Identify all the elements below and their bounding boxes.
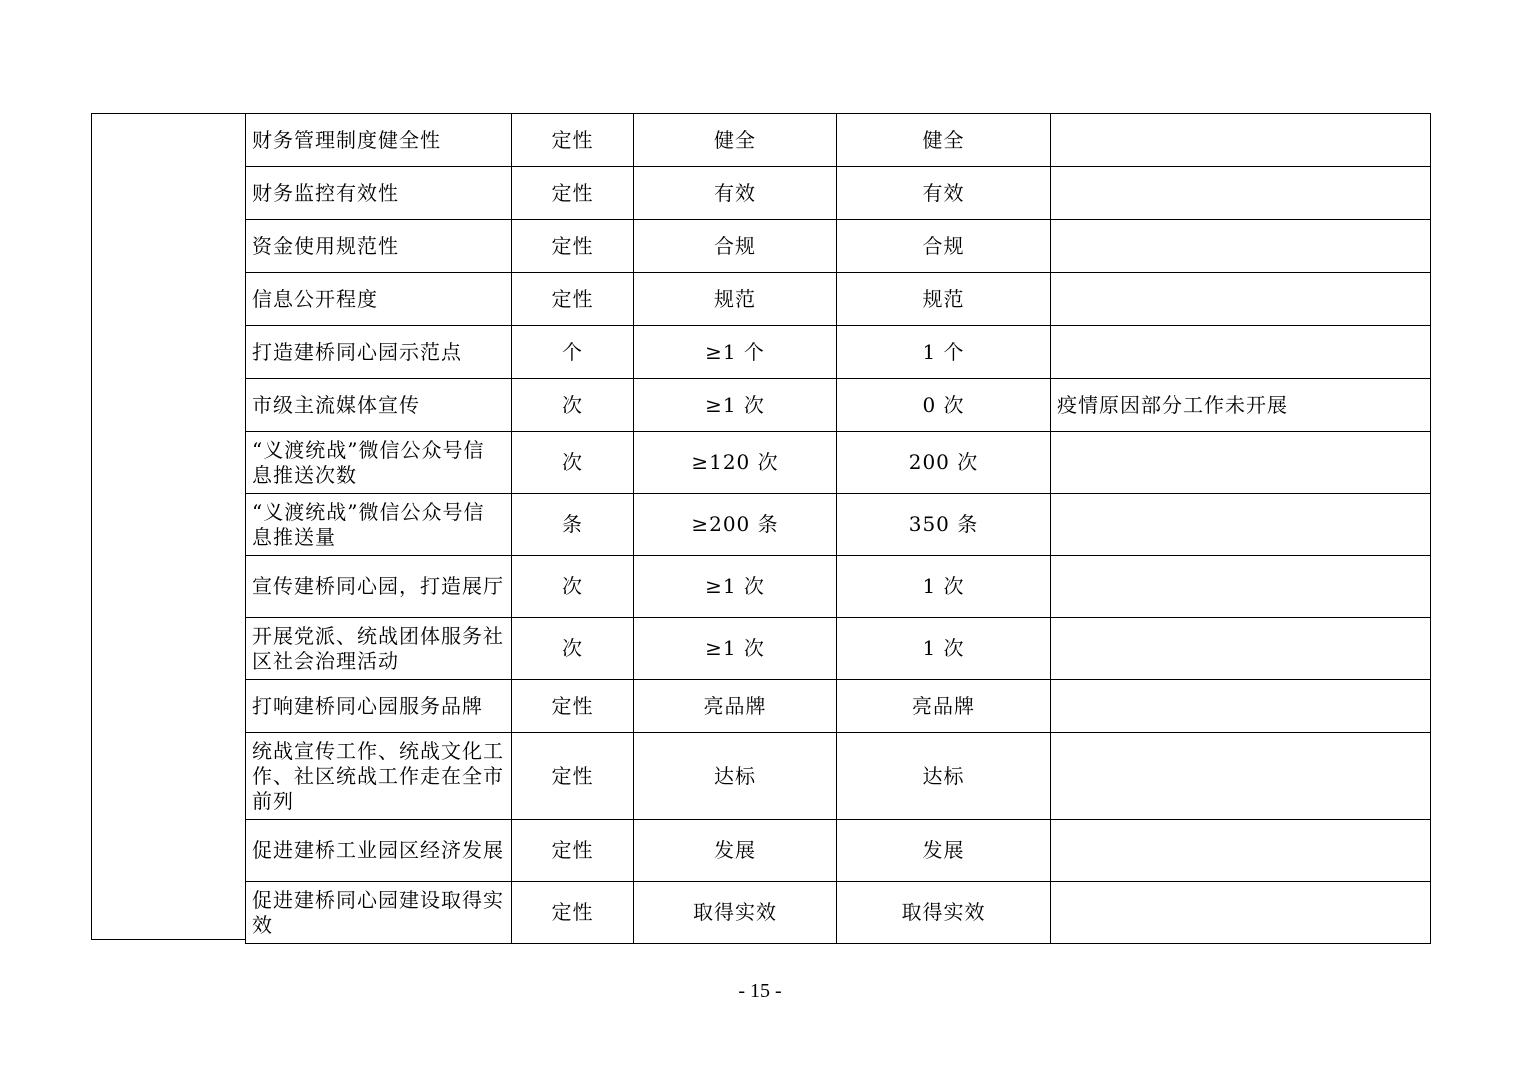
indicator-name: 市级主流媒体宣传 bbox=[246, 379, 512, 432]
indicator-note bbox=[1051, 114, 1431, 167]
indicator-actual: 1 个 bbox=[837, 326, 1051, 379]
indicator-name: “义渡统战”微信公众号信息推送量 bbox=[246, 494, 512, 556]
table-row bbox=[246, 167, 1431, 220]
indicator-target: ≥200 条 bbox=[634, 494, 837, 556]
table-row bbox=[246, 618, 1431, 680]
indicator-target: 合规 bbox=[634, 220, 837, 273]
indicator-name: 财务管理制度健全性 bbox=[246, 114, 512, 167]
indicator-target: 达标 bbox=[634, 733, 837, 820]
indicator-actual: 达标 bbox=[837, 733, 1051, 820]
indicator-name: 信息公开程度 bbox=[246, 273, 512, 326]
table-row bbox=[246, 556, 1431, 618]
indicator-actual: 取得实效 bbox=[837, 882, 1051, 944]
indicator-note bbox=[1051, 556, 1431, 618]
indicator-target: 发展 bbox=[634, 820, 837, 882]
indicator-actual: 发展 bbox=[837, 820, 1051, 882]
table-row bbox=[246, 220, 1431, 273]
indicator-target: 取得实效 bbox=[634, 882, 837, 944]
indicator-unit: 定性 bbox=[512, 167, 634, 220]
table-row bbox=[246, 326, 1431, 379]
indicator-note bbox=[1051, 680, 1431, 733]
indicator-name: 打响建桥同心园服务品牌 bbox=[246, 680, 512, 733]
indicator-note bbox=[1051, 618, 1431, 680]
indicator-note: 疫情原因部分工作未开展 bbox=[1051, 379, 1431, 432]
table-row bbox=[246, 882, 1431, 944]
indicator-unit: 个 bbox=[512, 326, 634, 379]
indicator-target: ≥1 次 bbox=[634, 618, 837, 680]
indicator-unit: 次 bbox=[512, 432, 634, 494]
table-row bbox=[246, 494, 1431, 556]
indicator-note bbox=[1051, 273, 1431, 326]
indicator-unit: 次 bbox=[512, 556, 634, 618]
indicator-unit: 定性 bbox=[512, 220, 634, 273]
indicator-target: ≥1 次 bbox=[634, 556, 837, 618]
indicator-unit: 定性 bbox=[512, 114, 634, 167]
indicator-name: “义渡统战”微信公众号信息推送次数 bbox=[246, 432, 512, 494]
merged-category-cell bbox=[91, 113, 245, 940]
indicator-note bbox=[1051, 432, 1431, 494]
indicator-note bbox=[1051, 820, 1431, 882]
table-row bbox=[246, 432, 1431, 494]
indicator-note bbox=[1051, 733, 1431, 820]
indicator-actual: 1 次 bbox=[837, 618, 1051, 680]
indicator-actual: 1 次 bbox=[837, 556, 1051, 618]
page-number: - 15 - bbox=[738, 980, 782, 1002]
indicator-actual: 亮品牌 bbox=[837, 680, 1051, 733]
table-row bbox=[246, 820, 1431, 882]
indicator-note bbox=[1051, 167, 1431, 220]
indicator-target: 有效 bbox=[634, 167, 837, 220]
indicator-note bbox=[1051, 882, 1431, 944]
indicator-note bbox=[1051, 494, 1431, 556]
indicator-target: ≥120 次 bbox=[634, 432, 837, 494]
indicator-actual: 0 次 bbox=[837, 379, 1051, 432]
table-row bbox=[246, 680, 1431, 733]
indicator-unit: 次 bbox=[512, 618, 634, 680]
indicator-name: 促进建桥同心园建设取得实效 bbox=[246, 882, 512, 944]
indicator-actual: 200 次 bbox=[837, 432, 1051, 494]
indicator-actual: 规范 bbox=[837, 273, 1051, 326]
table-row bbox=[246, 273, 1431, 326]
indicator-target: ≥1 次 bbox=[634, 379, 837, 432]
indicator-actual: 合规 bbox=[837, 220, 1051, 273]
performance-indicator-table bbox=[245, 113, 1431, 944]
indicator-note bbox=[1051, 326, 1431, 379]
indicator-unit: 次 bbox=[512, 379, 634, 432]
indicator-name: 开展党派、统战团体服务社区社会治理活动 bbox=[246, 618, 512, 680]
indicator-unit: 定性 bbox=[512, 882, 634, 944]
indicator-unit: 定性 bbox=[512, 820, 634, 882]
indicator-name: 财务监控有效性 bbox=[246, 167, 512, 220]
indicator-unit: 定性 bbox=[512, 733, 634, 820]
indicator-actual: 350 条 bbox=[837, 494, 1051, 556]
indicator-target: 亮品牌 bbox=[634, 680, 837, 733]
indicator-note bbox=[1051, 220, 1431, 273]
indicator-target: 规范 bbox=[634, 273, 837, 326]
indicator-target: ≥1 个 bbox=[634, 326, 837, 379]
indicator-name: 资金使用规范性 bbox=[246, 220, 512, 273]
indicator-unit: 定性 bbox=[512, 680, 634, 733]
indicator-unit: 定性 bbox=[512, 273, 634, 326]
indicator-target: 健全 bbox=[634, 114, 837, 167]
indicator-name: 促进建桥工业园区经济发展 bbox=[246, 820, 512, 882]
indicator-unit: 条 bbox=[512, 494, 634, 556]
indicator-name: 统战宣传工作、统战文化工作、社区统战工作走在全市前列 bbox=[246, 733, 512, 820]
indicator-name: 打造建桥同心园示范点 bbox=[246, 326, 512, 379]
table-row bbox=[246, 379, 1431, 432]
indicator-actual: 有效 bbox=[837, 167, 1051, 220]
indicator-name: 宣传建桥同心园，打造展厅 bbox=[246, 556, 512, 618]
indicator-actual: 健全 bbox=[837, 114, 1051, 167]
table-row bbox=[246, 114, 1431, 167]
table-row bbox=[246, 733, 1431, 820]
